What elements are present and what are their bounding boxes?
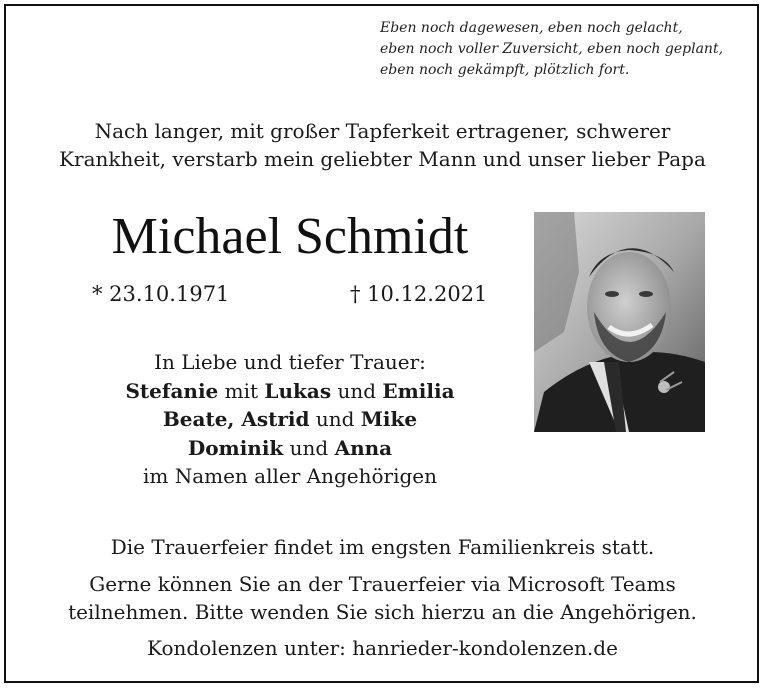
mourners-closing: im Namen aller Angehörigen <box>142 464 437 488</box>
mourners-row <box>40 434 540 463</box>
poem-line: eben noch voller Zuversicht, eben noch geplant, <box>380 41 724 57</box>
mourner-join: mit <box>218 378 265 403</box>
deceased-name: Michael Schmidt <box>111 208 469 265</box>
mourners-row <box>40 377 540 406</box>
death-date: † 10.12.2021 <box>350 282 488 306</box>
mourner-name: Stefanie <box>125 378 219 403</box>
mourner-join: und <box>309 407 361 431</box>
mourner-name: Mike <box>360 407 418 431</box>
condolence-link: Kondolenzen unter: hanrieder-kondolenzen.de <box>147 636 618 660</box>
mourner-join: und <box>331 378 383 403</box>
mourner-name: Emilia <box>382 378 455 403</box>
intro-line: Nach langer, mit großer Tapferkeit ertragener, schwerer <box>94 119 671 143</box>
portrait-photo <box>534 212 705 432</box>
mourner-name: Beate, Astrid <box>162 407 310 431</box>
notice-line: teilnehmen. Bitte wenden Sie sich hierzu an die Angehörigen. <box>68 600 697 624</box>
birth-date: * 23.10.1971 <box>92 282 230 306</box>
poem-line: eben noch gekämpft, plötzlich fort. <box>380 62 630 78</box>
portrait-photo-icon <box>534 212 705 432</box>
funeral-notice <box>0 533 765 662</box>
notice-line: Die Trauerfeier findet im engsten Familienkreis statt. <box>110 535 655 559</box>
mourners-block <box>40 348 540 491</box>
mourner-name: Anna <box>334 435 393 460</box>
mourner-name: Lukas <box>264 378 332 403</box>
mourner-join: und <box>283 435 335 460</box>
mourners-row <box>40 405 540 434</box>
mourner-name: Dominik <box>187 435 284 460</box>
notice-line: Gerne können Sie an der Trauerfeier via Microsoft Teams <box>89 572 676 596</box>
poem-verse <box>380 18 760 81</box>
poem-line: Eben noch dagewesen, eben noch gelacht, <box>380 20 683 36</box>
intro-text <box>0 117 765 173</box>
mourners-heading: In Liebe und tiefer Trauer: <box>154 350 426 374</box>
intro-line: Krankheit, verstarb mein geliebter Mann und unser lieber Papa <box>59 147 706 171</box>
